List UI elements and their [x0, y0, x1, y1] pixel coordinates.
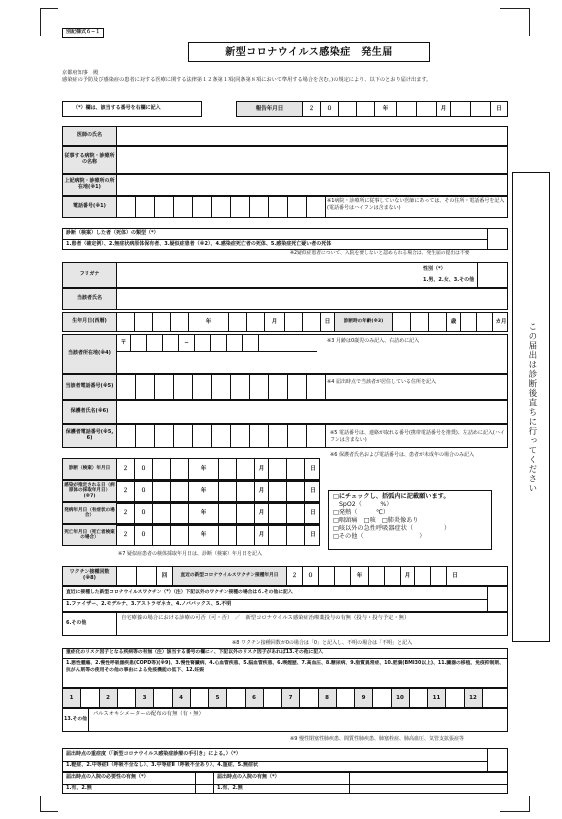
phone-digit-cell[interactable] — [117, 425, 136, 447]
date-year-cell[interactable] — [171, 481, 189, 501]
patient-phone-label: 当該者電話番号(※5) — [63, 375, 117, 399]
corner-mark-bottom-left — [40, 796, 58, 812]
vaccine-month-cell[interactable] — [385, 567, 401, 585]
pulse-oximeter-text[interactable]: パルスオキシメーターの配布の有無（有・無） — [93, 711, 204, 717]
divider — [487, 749, 488, 771]
phone-digit-cell[interactable] — [174, 197, 193, 217]
risk-number: 1 — [63, 689, 81, 707]
phone-digit-cell[interactable] — [212, 375, 231, 399]
date-month-cell[interactable] — [219, 459, 237, 479]
date-day-cell[interactable] — [287, 503, 305, 523]
symptom-heading: □にチェックし、括弧内に記載願います。 — [333, 493, 450, 500]
phone-digit-cell[interactable] — [307, 425, 326, 447]
date-month-cell[interactable] — [219, 481, 237, 501]
postal-cells[interactable] — [117, 335, 259, 351]
age-cell[interactable] — [411, 313, 429, 331]
date-day-cell[interactable] — [269, 459, 287, 479]
risk-number-row — [62, 688, 508, 708]
corner-mark-bottom-right — [500, 796, 530, 812]
date-month-cell[interactable] — [237, 503, 255, 523]
risk-number: 3 — [136, 689, 154, 707]
postal-cell[interactable] — [211, 335, 227, 351]
phone-digit-cell[interactable] — [212, 197, 231, 217]
vaccine-year-cell[interactable] — [319, 567, 335, 585]
form-id-label: 別記様式６−１ — [62, 28, 104, 38]
phone-digit-cell[interactable] — [250, 375, 269, 399]
addressee: 京都府知事 殿 — [62, 70, 99, 76]
symptom-checkbox-panel — [328, 490, 492, 550]
patient-phone-cells[interactable] — [117, 375, 326, 399]
dob-label: 生年月日(西暦) — [63, 313, 117, 331]
side-instruction-text: この届出は診断後直ちに行ってください — [526, 321, 537, 493]
date-year-cell[interactable] — [171, 525, 189, 545]
hospital-address-label: 上記病院・診療所の所在地(※1) — [63, 175, 117, 195]
severity-options: 1.軽症、2.中等症Ⅰ（呼吸不全なし）、3.中等症Ⅱ（呼吸不全あり）、4.重症、5.無症状 — [66, 762, 259, 768]
dob-month-unit: 月 — [265, 313, 285, 331]
phone-digit-cell[interactable] — [269, 425, 288, 447]
risk-check-cell[interactable] — [118, 689, 137, 707]
date-row-label: 死亡年月日（死亡者検案の場合） — [63, 525, 117, 545]
date-digit-2[interactable]: ０ — [135, 503, 153, 523]
vaccine-other-row — [62, 612, 508, 636]
date-day-unit: 日 — [310, 487, 316, 494]
side-instruction-box — [512, 172, 550, 642]
divider — [487, 229, 488, 249]
dob-day-unit: 日 — [321, 313, 335, 331]
guardian-phone-label: 保護者電話番号(※5, 6) — [63, 425, 117, 447]
throat-cough-pneumonia-checkbox[interactable]: □咽頭痛 □咳 □肺炎像あり — [333, 517, 419, 525]
risk-row — [62, 648, 508, 658]
divider — [477, 263, 478, 287]
postal-mark: 〒 — [117, 335, 131, 351]
age-cell[interactable] — [393, 313, 411, 331]
patient-address-label: 当該者所在地(※4) — [63, 335, 117, 373]
date-year-cell[interactable] — [153, 503, 171, 523]
phone-digit-cell[interactable] — [269, 197, 288, 217]
date-month-unit: 月 — [255, 481, 269, 501]
dob-month-cell[interactable] — [247, 313, 265, 331]
dob-row — [62, 312, 508, 332]
risk-number: 7 — [282, 689, 300, 707]
admission-row — [62, 772, 508, 794]
form-title: 新型コロナウイルス感染症 発生届 — [188, 42, 430, 62]
report-date-label: 報告年月日 — [237, 102, 303, 116]
postal-cell[interactable] — [131, 335, 147, 351]
phone-digit-cell[interactable] — [307, 375, 326, 399]
date-digit-1[interactable]: ２ — [117, 503, 135, 523]
phone-digit-cell[interactable] — [250, 197, 269, 217]
risk-number: 10 — [392, 689, 410, 707]
vaccine-count-cell[interactable] — [137, 567, 157, 585]
date-year-unit: 年 — [189, 525, 219, 545]
patient-note-6: ※6 保護者氏名および電話番号は、患者が未成年の場合のみ記入 — [330, 452, 474, 458]
patient-phone-row — [62, 374, 508, 400]
risk-check-cell[interactable] — [191, 689, 210, 707]
month-age-cell[interactable] — [477, 313, 493, 331]
phone-digit-cell[interactable] — [155, 375, 174, 399]
postal-dash: − — [179, 335, 195, 351]
vaccine-type-options: 1.ファイザー、2.モデルナ、3.アストラゼネカ、4.ノババックス、5.不明 — [66, 601, 232, 607]
dob-day-cell[interactable] — [303, 313, 321, 331]
vaccine-type-label: 直近に接種した新型コロナウイルスワクチン（*）（注）下記以外のワクチン接種の場合は６.その他に記入 — [66, 590, 293, 595]
report-day-unit: 日 — [496, 105, 502, 112]
vaccine-count-unit: 回 — [157, 567, 173, 585]
home-care-text[interactable]: 自宅療養の場合における診療の可否（可・否） ／ 新型コロナウイルス感染症治療薬投与の有無（投与・投与予定・無） — [121, 615, 410, 621]
other-symptom-checkbox[interactable]: □その他（ ） — [333, 533, 426, 541]
phone-digit-cell[interactable] — [136, 197, 155, 217]
date-month-cell[interactable] — [219, 503, 237, 523]
patient-name-row — [62, 288, 508, 310]
date-day-cell[interactable] — [287, 459, 305, 479]
month-age-unit: カ月 — [495, 318, 507, 325]
dob-year-cell[interactable] — [153, 313, 171, 331]
risk-check-cell[interactable] — [446, 689, 465, 707]
report-date-cells — [237, 102, 507, 116]
date-month-unit: 月 — [255, 503, 269, 523]
patient-name-label: 当該者氏名 — [63, 289, 117, 309]
risk-other-row — [62, 708, 508, 732]
risk-check-cell[interactable] — [410, 689, 429, 707]
phone-digit-cell[interactable] — [155, 425, 174, 447]
acute-respiratory-checkbox[interactable]: □咳以外の急性呼吸器症状（ ） — [333, 525, 451, 533]
phone-digit-cell[interactable] — [193, 375, 212, 399]
report-day-cell-1[interactable] — [451, 102, 471, 116]
date-year-unit: 年 — [189, 503, 219, 523]
severity-label: 届出時点の重症度（「新型コロナウイルス感染症診療の手引き」による。）（*） — [66, 751, 241, 757]
postal-cell[interactable] — [163, 335, 179, 351]
risk-number: 6 — [246, 689, 264, 707]
risk-number: 11 — [428, 689, 446, 707]
vaccine-count-cell[interactable] — [117, 567, 137, 585]
risk-check-cell[interactable] — [264, 689, 283, 707]
divider — [213, 773, 214, 793]
corner-mark-top-right — [500, 8, 530, 36]
furigana-label: フリガナ — [63, 263, 117, 287]
report-year-cell-2[interactable] — [357, 102, 375, 116]
divider — [117, 351, 317, 352]
divider — [63, 784, 507, 785]
patient-note-3: ※3 月齢は0歳児のみ記入、右詰めに記入 — [327, 338, 420, 344]
risk-check-cell[interactable] — [81, 689, 100, 707]
risk-label: 重症化のリスク因子となる疾病等の有無（注）該当する番号の欄に✓、下記以外のリスク因子があれば13.その他に記入 — [66, 650, 323, 655]
report-date-row — [236, 101, 508, 117]
date-month-cell[interactable] — [237, 481, 255, 501]
guardian-name-label: 保護者氏名(※6) — [63, 401, 117, 423]
risk-options: 1.悪性腫瘍、2.慢性呼吸器疾患(COPD等)(※9)、3.慢性腎臓病、4.心血管疾患、5.脳血管疾患、6.喫煙歴、7.高血圧、8.糖尿病、9.脂質異常症、10.肥満(BMI30以上)、11.臓器の移植、免疫抑制剤、抗がん剤等の使用その他の事由による免疫機能の低下、12.妊娠 — [66, 661, 504, 673]
intro-text — [62, 70, 512, 84]
risk-number: 12 — [465, 689, 483, 707]
patient-note-5: ※5 電話番号は、連絡が取れる番号(携帯電話番号を推奨)、左詰めに記入(ハイフンは含まない) — [330, 430, 505, 443]
date-row — [62, 524, 320, 546]
instruction-box — [62, 101, 202, 117]
phone-digit-cell[interactable] — [307, 197, 326, 217]
risk-number: 8 — [319, 689, 337, 707]
vaccine-last-date-label: 直近の新型コロナウイルスワクチン接種年月日 — [173, 567, 287, 585]
admission-need-label: 届出時点の入院の必要性の有無（*） — [66, 774, 149, 780]
date-row-label: 診断（検案）年月日 — [63, 459, 117, 479]
date-cells — [117, 525, 321, 545]
date-day-unit: 日 — [310, 465, 316, 472]
dob-year-cell[interactable] — [171, 313, 189, 331]
date-cells — [117, 481, 321, 501]
phone-digit-cell[interactable] — [174, 425, 193, 447]
vaccine-year-unit: 年 — [351, 567, 369, 585]
corner-mark-top-left — [40, 8, 58, 36]
date-month-cell[interactable] — [237, 525, 255, 545]
fever-checkbox[interactable]: □発熱（ ℃） — [333, 509, 390, 517]
report-date-digit-1[interactable]: ２ — [303, 102, 321, 116]
date-year-unit: 年 — [189, 481, 219, 501]
date-day-cell[interactable] — [287, 481, 305, 501]
phone-digit-cell[interactable] — [231, 425, 250, 447]
admission-need-options: 1.有、2.無 — [66, 785, 92, 791]
risk-check-cell[interactable] — [300, 689, 319, 707]
date-day-cell[interactable] — [287, 525, 305, 545]
phone-digit-cell[interactable] — [288, 375, 307, 399]
doctor-phone-label: 電話番号(※1) — [63, 197, 117, 217]
month-age-cell[interactable] — [461, 313, 477, 331]
doctor-phone-cells[interactable] — [117, 197, 326, 217]
report-month-unit: 月 — [437, 102, 451, 116]
instruction-text: （*）欄は、該当する番号を右欄に記入 — [73, 105, 161, 111]
vaccine-count-label: ワクチン接種回数(※8) — [63, 567, 117, 585]
risk-check-cell[interactable] — [373, 689, 392, 707]
doctor-note-1: ※1病院・診療所に従事していない医師にあっては、その住所・電話番号を記入(電話番号はハイフンは含まない) — [327, 198, 505, 211]
vaccine-day-cell[interactable] — [415, 567, 431, 585]
postal-cell[interactable] — [227, 335, 243, 351]
hospital-name-row — [62, 146, 508, 174]
age-unit: 歳 — [447, 313, 461, 331]
phone-digit-cell[interactable] — [174, 375, 193, 399]
date-note-7: ※7 疑似症患者の検体採取年月日は、診断（検案）年月日を記入 — [118, 551, 262, 557]
postal-cell[interactable] — [243, 335, 259, 351]
furigana-row — [62, 262, 508, 288]
risk-number-cells — [63, 689, 501, 707]
diagnosis-type-label: 診断（検案）した者（死体）の類型（*） — [66, 230, 159, 236]
date-row-label: 感染が推定される日（病原体の採取年月日）(※7) — [63, 481, 117, 501]
divider — [349, 773, 350, 793]
date-row — [62, 502, 320, 524]
vaccine-note-8: ※8 ワクチン接種回数が0の場合は「0」と記入し、不明の場合は「不明」と記入 — [232, 640, 413, 646]
risk-other-label: 13.その他 — [63, 709, 89, 731]
date-day-cell[interactable] — [269, 481, 287, 501]
risk-check-cell[interactable] — [154, 689, 173, 707]
date-day-cell[interactable] — [269, 525, 287, 545]
date-day-unit: 日 — [310, 531, 316, 538]
guardian-phone-cells[interactable] — [117, 425, 326, 447]
age-cell[interactable] — [429, 313, 447, 331]
phone-digit-cell[interactable] — [117, 197, 136, 217]
spo2-line[interactable]: SpO2（ %） — [339, 501, 393, 509]
phone-digit-cell[interactable] — [136, 425, 155, 447]
date-digit-2[interactable]: ０ — [135, 459, 153, 479]
divider — [63, 239, 487, 240]
age-label: 診断時の年齢(※3) — [335, 313, 393, 331]
phone-digit-cell[interactable] — [212, 425, 231, 447]
report-year-cell-1[interactable] — [339, 102, 357, 116]
date-digit-2[interactable]: ０ — [135, 481, 153, 501]
date-year-cell[interactable] — [171, 459, 189, 479]
report-year-unit: 年 — [375, 102, 397, 116]
hospital-address-row — [62, 174, 508, 196]
risk-note-9: ※9 慢性閉塞性肺疾患、間質性肺疾患、肺塞栓症、肺高血圧、気管支拡張症等 — [290, 736, 464, 742]
divider — [487, 587, 488, 611]
dob-day-cell[interactable] — [285, 313, 303, 331]
risk-number: 5 — [209, 689, 227, 707]
vaccine-other-label: 6.その他 — [63, 613, 117, 635]
severity-row — [62, 748, 508, 772]
vaccine-row — [62, 566, 508, 586]
dob-year-cell[interactable] — [117, 313, 135, 331]
vaccine-month-unit: 月 — [401, 567, 415, 585]
phone-digit-cell[interactable] — [269, 375, 288, 399]
date-cells — [117, 503, 321, 523]
vaccine-day-cell[interactable] — [431, 567, 447, 585]
date-row — [62, 458, 320, 480]
phone-digit-cell[interactable] — [155, 197, 174, 217]
risk-check-cell[interactable] — [227, 689, 246, 707]
patient-note-4: ※4 届出時点で当該者が居住している住所を記入 — [327, 379, 436, 385]
diagnosis-type-row — [62, 228, 508, 250]
phone-digit-cell[interactable] — [288, 197, 307, 217]
sex-label: 性別（*） — [423, 266, 446, 272]
dob-year-cell[interactable] — [135, 313, 153, 331]
date-day-unit: 日 — [310, 509, 316, 516]
date-day-cell[interactable] — [269, 503, 287, 523]
phone-digit-cell[interactable] — [193, 197, 212, 217]
dob-cells[interactable] — [117, 313, 509, 331]
hospital-name-label: 従事する病院・診療所の名称 — [63, 147, 117, 173]
dob-year-unit: 年 — [189, 313, 229, 331]
diagnosis-note-2: ※2疑似症患者について、入院を要しないと認められる場合は、発生届の提出は不要 — [290, 251, 470, 256]
phone-digit-cell[interactable] — [231, 197, 250, 217]
phone-digit-cell[interactable] — [193, 425, 212, 447]
divider — [195, 773, 196, 793]
phone-digit-cell[interactable] — [250, 425, 269, 447]
legal-basis: 感染症の予防及び感染症の患者に対する医療に関する法律第１２条第１項(同条第８項において準用する場合を含む。)の規定により、以下のとおり届け出ます。 — [62, 77, 432, 84]
date-month-unit: 月 — [255, 525, 269, 545]
date-digit-1[interactable]: ２ — [117, 481, 135, 501]
vaccine-cells — [117, 567, 463, 585]
date-digit-1[interactable]: ２ — [117, 525, 135, 545]
doctor-name-row — [62, 126, 508, 146]
doctor-name-label: 医師の氏名 — [63, 127, 117, 145]
risk-number: 4 — [173, 689, 191, 707]
vaccine-date-digit-1[interactable]: ２ — [287, 567, 303, 585]
date-year-cell[interactable] — [153, 525, 171, 545]
date-month-unit: 月 — [255, 459, 269, 479]
date-row — [62, 480, 320, 502]
postal-cell[interactable] — [147, 335, 163, 351]
risk-number: 9 — [355, 689, 373, 707]
vaccine-date-digit-2[interactable]: ０ — [303, 567, 319, 585]
date-digit-2[interactable]: ０ — [135, 525, 153, 545]
divider — [63, 599, 487, 600]
vaccine-type-row — [62, 586, 508, 612]
doctor-phone-row — [62, 196, 508, 218]
sex-options: 1.男、2.女、3.その他 — [423, 277, 475, 283]
report-day-cell-2[interactable] — [471, 102, 491, 116]
risk-check-cell[interactable] — [337, 689, 356, 707]
phone-digit-cell[interactable] — [136, 375, 155, 399]
postal-cell[interactable] — [195, 335, 211, 351]
date-cells — [117, 459, 321, 479]
report-month-cell-2[interactable] — [417, 102, 437, 116]
date-month-cell[interactable] — [237, 459, 255, 479]
date-year-cell[interactable] — [153, 481, 171, 501]
phone-digit-cell[interactable] — [288, 425, 307, 447]
guardian-name-row — [62, 400, 508, 424]
date-digit-1[interactable]: ２ — [117, 459, 135, 479]
date-year-cell[interactable] — [171, 503, 189, 523]
inpatient-label: 届出時点の入院の有無（*） — [217, 774, 280, 780]
report-date-digit-2[interactable]: ０ — [321, 102, 339, 116]
phone-digit-cell[interactable] — [231, 375, 250, 399]
dob-month-cell[interactable] — [229, 313, 247, 331]
patient-address-row — [62, 334, 508, 374]
inpatient-options: 1.有、2.無 — [217, 785, 243, 791]
vaccine-year-cell[interactable] — [335, 567, 351, 585]
date-month-cell[interactable] — [219, 525, 237, 545]
risk-number: 2 — [100, 689, 118, 707]
date-year-unit: 年 — [189, 459, 219, 479]
date-year-cell[interactable] — [153, 459, 171, 479]
risk-options-row — [62, 658, 508, 688]
risk-check-cell[interactable] — [483, 689, 502, 707]
vaccine-month-cell[interactable] — [369, 567, 385, 585]
vaccine-day-unit: 日 — [452, 572, 458, 579]
date-row-label: 発病年月日（有症状の場合） — [63, 503, 117, 523]
report-month-cell-1[interactable] — [397, 102, 417, 116]
phone-digit-cell[interactable] — [117, 375, 136, 399]
diagnosis-type-options: 1.患者（確定例）、2.無症状病原体保有者、3.疑似症患者（※2）、4.感染症死亡者の死体、5.感染症死亡疑い者の死体 — [66, 241, 332, 247]
